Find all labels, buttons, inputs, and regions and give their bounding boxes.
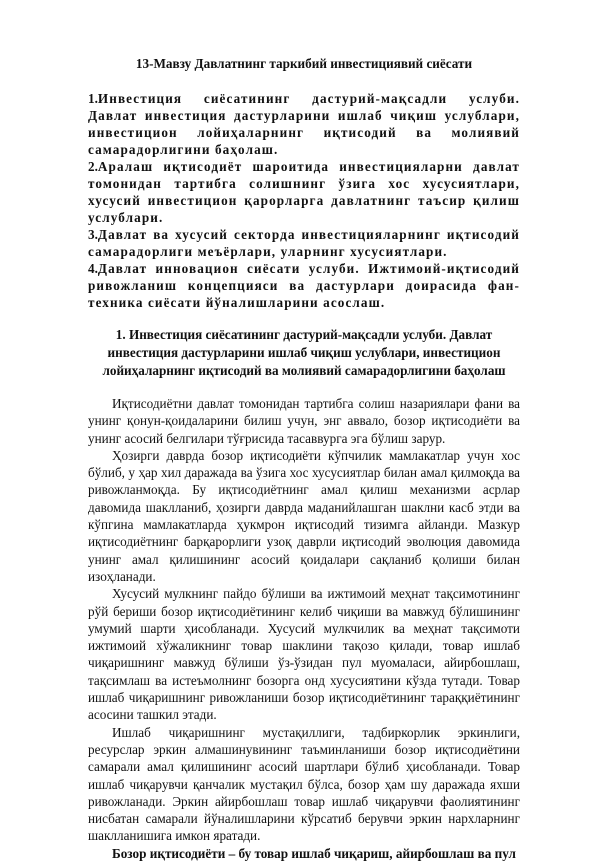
lecture-title: 13-Мавзу Давлатнинг таркибий инвестициявий сиёсати (135, 56, 473, 71)
plan-item-number: 3. (88, 227, 98, 242)
plan-item-text: Давлат ва хусусий секторда инвестицияларнинг иқтисодий самарадорлиги меъёрлари, уларнинг хусусиятлари. (88, 227, 520, 259)
body-paragraph-bold: Бозор иқтисодиёти – бу товар ишлаб чиқариш, айирбошлаш ва пул (112, 845, 516, 861)
plan-item (88, 226, 520, 260)
plan-item (88, 260, 520, 311)
body-paragraph: Хусусий мулкнинг пайдо бўлиши ва ижтимоий меҳнат тақсимотининг рўй бериши бозор иқтисодиётининг келиб чиқиши ва мавжуд бўлишининг умумий шарти ҳисобланади. Хусусий мулкчилик ва меҳнат тақсимоти ижтимоий хўжаликнинг товар шаклини тақозо қилади, товар ишлаб чиқаришнинг мавжуд бўлиши ўз-ўзидан пул муомаласи, айирбошлаш, тақсимлаш ва истеъмолнинг бозорга онд хусусиятини кўзда тутади. Товар ишлаб чиқаришнинг ривожланиши бозор иқтисодиётининг тараққиётининг асосини ташкил этади. (88, 586, 520, 723)
section-heading: 1. Инвестиция сиёсатининг дастурий-мақсадли услуби. Давлат инвестиция дастурларини ишлаб чиқиш услублари, инвестицион лойиҳаларнинг иқтисодий ва молиявий самарадорлигини баҳолаш (102, 327, 506, 378)
plan-item-text: Давлат инновацион сиёсати услуби. Ижтимоий-иқтисодий ривожланиш концепцияси ва дастурлари доирасида фан-техника сиёсати йўналишларини асослаш. (88, 261, 520, 310)
plan-item-number: 2. (88, 159, 98, 174)
plan-item (88, 158, 520, 226)
body-paragraph: Ҳозирги даврда бозор иқтисодиёти кўпчилик мамлакатлар учун хос бўлиб, у ҳар хил даражада ва ўзига хос хусусиятлар билан амал қилмоқда ва ривожланмоқда. Бу иқтисодиётнинг амал қилиш механизми асрлар давомида шаклланиб, ҳозирги даврда маданийлашган шаклни касб этди ва кўпгина мамлакатларда ҳукмрон иқтисодий тизимга айланди. Мазкур иқтисодиётнинг барқарорлиги узоқ даврли иқтисодий эволюция давомида унинг амал қилишининг асосий қоидалари сақланиб қолиши билан изоҳланади. (88, 447, 520, 584)
plan-item (88, 90, 520, 158)
plan-item-text: Инвестиция сиёсатининг дастурий-мақсадли услуби. Давлат инвестиция дастурларини ишлаб чиқиш услублари, инвестицион лойиҳаларнинг иқтисодий ва молиявий самарадорлигини баҳолаш. (88, 91, 520, 157)
plan-item-number: 1. (88, 91, 98, 106)
plan-item-number: 4. (88, 261, 98, 276)
lecture-plan (88, 90, 520, 311)
body-paragraph: Иқтисодиётни давлат томонидан тартибга солиш назариялари фани ва унинг қонун-қоидаларини билиш учун, энг аввало, бозор иқтисодиёти ва унинг асосий белгилари тўғрисида тасаввурга эга бўлиш зарур. (88, 396, 520, 446)
plan-item-text: Аралаш иқтисодиёт шароитида инвестицияларни давлат томонидан тартибга солишнинг ўзига хос хусусиятлари, хусусий инвестицион қарорларга давлатнинг таъсир қилиш услублари. (88, 159, 520, 225)
body-paragraph: Ишлаб чиқаришнинг мустақиллиги, тадбиркорлик эркинлиги, ресурслар эркин алмашинувининг таъминланиши бозор иқтисодиётини самарали амал қилишининг асосий шартлари бўлиб ҳисобланади. Товар ишлаб чиқарувчи қанчалик мустақил бўлса, бозор ҳам шу даражада яхши ривожланади. Эркин айирбошлаш товар ишлаб чиқарувчи фаолиятининг нисбатан самарали йўналишларини кўрсатиб берувчи эркин нархларнинг шаклланишига имкон яратади. (88, 724, 520, 844)
